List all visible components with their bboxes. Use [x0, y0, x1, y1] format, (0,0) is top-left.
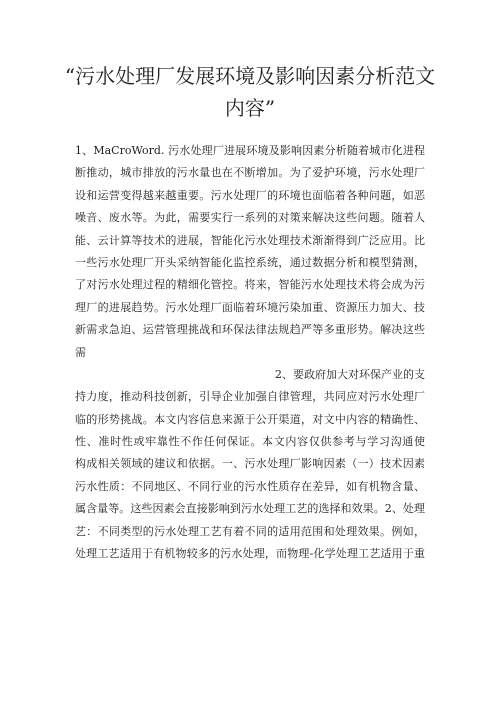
body-line: 构成相关领域的建议和依据。一、污水处理厂影响因素（一）技术因素	[75, 457, 425, 471]
body-line: 理厂的进展趋势。污水处理厂面临着环境污染加重、资源压力加大、技	[75, 300, 425, 314]
body-line: 1、MaCroWord. 污水处理厂进展环境及影响因素分析随着城市化进程	[75, 144, 425, 157]
body-line: 性、准时性或牢靠性不作任何保证。本文内容仅供参考与学习沟通使	[75, 435, 425, 449]
document-body	[75, 140, 425, 565]
body-line: 临的形势挑战。本文内容信息来源于公开渠道，对文中内容的精确性、	[75, 412, 425, 426]
title-line-1: “污水处理厂发展环境及影响因素分析范文	[64, 64, 436, 88]
document-title	[40, 60, 460, 124]
body-line: 处理工艺适用于有机物较多的污水处理，而物理-化学处理工艺适用于重	[75, 547, 425, 561]
body-line: 噪音、废水等。为此，需要实行一系列的对策来解决这些问题。随着人	[75, 211, 425, 225]
body-line: 污水性质：不同地区、不同行业的污水性质存在差异，如有机物含量、	[75, 479, 425, 493]
body-line: 一些污水处理厂开头采纳智能化监控系统，通过数据分析和模型猜测，	[75, 255, 425, 269]
body-line: 需	[75, 345, 86, 359]
body-line: 艺：不同类型的污水处理工艺有着不同的适用范围和处理效果。例如，	[75, 524, 425, 538]
body-line: 设和运营变得越来越重要。污水处理厂的环境也面临着各种问题，如恶	[75, 188, 425, 202]
body-line: 了对污水处理过程的精细化管控。将来，智能污水处理技术将会成为污	[75, 278, 425, 292]
body-line: 断推动，城市排放的污水量也在不断增加。为了爱护环境，污水处理厂	[75, 166, 425, 180]
title-line-2: 内容”	[224, 96, 276, 120]
body-line: 属含量等。这些因素会直接影响到污水处理工艺的选择和效果。2、处理	[75, 502, 425, 516]
body-line: 新需求急迫、运营管理挑战和环保法律法规趋严等多重形势。解决这些	[75, 323, 425, 337]
body-line: 2、要政府加大对环保产业的支	[275, 367, 425, 381]
body-line: 能、云计算等技术的进展，智能化污水处理技术渐渐得到广泛应用。比	[75, 233, 425, 247]
body-line: 持力度，推动科技创新，引导企业加强自律管理，共同应对污水处理厂	[75, 390, 425, 404]
